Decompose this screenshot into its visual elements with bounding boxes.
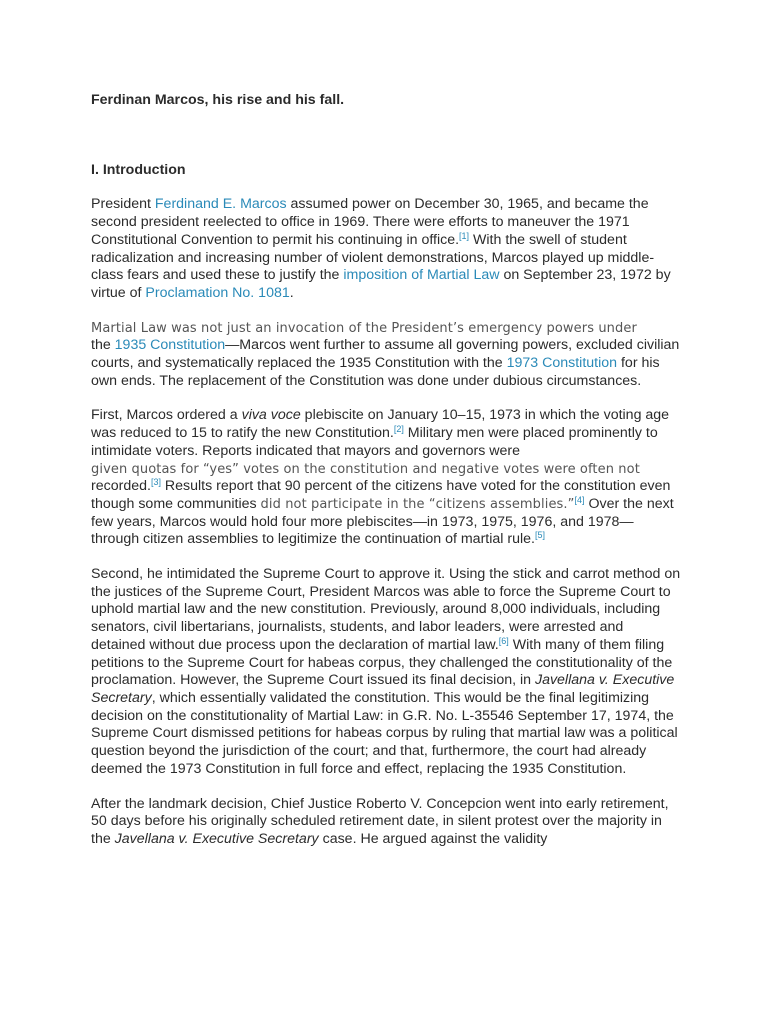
text: did not participate in the “citizens assemblies.” (260, 496, 575, 512)
footnote-5[interactable]: [5] (534, 530, 545, 541)
text: With the swell of student radicalization and increasing number of violent demonstrations, Marcos played up middle-class fears and used these to justify the (91, 231, 655, 284)
link-1973-constitution[interactable]: 1973 Constitution (506, 355, 618, 372)
footnote-1[interactable]: [1] (459, 230, 470, 241)
text: . (289, 284, 294, 301)
text: Military men were placed prominently to intimidate voters. Reports indicated that mayors and governors were (91, 425, 658, 459)
paragraph-1 (91, 196, 681, 302)
text: With many of them filing petitions to the Supreme Court for habeas corpus, they challenged the constitutionality of the proclamation. However, the Supreme Court issued its final decision, in (91, 636, 673, 689)
text: assumed power on December 30, 1965, and became the second president reelected to office in 1969. There were efforts to maneuver the 1971 Constitutional Convention to permit his continuing in office. (91, 196, 649, 248)
text: First, Marcos ordered a (91, 407, 242, 424)
footnote-3[interactable]: [3] (150, 477, 161, 488)
paragraph-2 (91, 320, 681, 391)
paragraph-5 (91, 796, 681, 849)
footnote-2[interactable]: [2] (393, 424, 404, 435)
text: President (91, 196, 155, 213)
emphasis-case-name: Javellana v. Executive Secretary (91, 672, 675, 706)
emphasis-viva-voce: viva voce (241, 407, 301, 424)
link-1935-constitution[interactable]: 1935 Constitution (114, 337, 226, 354)
footnote-6[interactable]: [6] (498, 635, 509, 646)
text: , which essentially validated the constitution. This would be the final legitimizing decision on the constitutionality of Martial Law: in G.R. No. L-35546 September 17, 1974, the Supreme Court dismissed petitions for habeas corpus by ruling that martial law was a political question beyond the jurisdiction of the court; and that, furthermore, the court had already deemed the 1973 Constitution in full force and effect, replacing the 1935 Constitution. (91, 689, 678, 777)
text: the (91, 337, 115, 354)
text: Over the next few years, Marcos would hold four more plebiscites—in 1973, 1975, 1976, and 1978—through citizen assemblies to legitimize the continuation of martial rule. (91, 495, 674, 548)
text: on September 23, 1972 by virtue of (91, 267, 671, 301)
document-title: Ferdinan Marcos, his rise and his fall. (91, 92, 345, 108)
text: Results report that 90 percent of the citizens have voted for the constitution even though some communities (91, 478, 671, 512)
text: plebiscite on January 10–15, 1973 in which the voting age was reduced to 15 to ratify the new Constitution. (91, 407, 670, 442)
text: Second, he intimidated the Supreme Court to approve it. Using the stick and carrot method on the justices of the Supreme Court, President Marcos was able to force the Supreme Court to uphold martial law and the new constitution. Previously, around 8,000 individuals, including senators, civil libertarians, journalists, students, and labor leaders, were arrested and detained without due process upon the declaration of martial law. (91, 566, 681, 653)
link-imposition-of-martial-law[interactable]: imposition of Martial Law (343, 267, 500, 284)
text: recorded. (91, 478, 151, 495)
link-proclamation-1081[interactable]: Proclamation No. 1081 (145, 284, 290, 301)
paragraph-4 (91, 566, 681, 778)
text: Martial Law was not just an invocation of the President’s emergency powers under (91, 320, 637, 336)
link-ferdinand-marcos[interactable]: Ferdinand E. Marcos (154, 196, 287, 213)
text: given quotas for “yes” votes on the constitution and negative votes were often not (91, 461, 640, 477)
text: After the landmark decision, Chief Justice Roberto V. Concepcion went into early retirement, 50 days before his originally scheduled retirement date, in silent protest over the majority in the (91, 795, 669, 847)
section-heading-introduction: I. Introduction (91, 161, 186, 178)
text: for his own ends. The replacement of the Constitution was done under dubious circumstances. (91, 355, 660, 389)
document-body (91, 92, 681, 866)
text: case. He argued against the validity (318, 830, 548, 847)
paragraph-3 (91, 407, 681, 549)
text: —Marcos went further to assume all governing powers, excluded civilian courts, and systematically replaced the 1935 Constitution with the (91, 337, 680, 372)
emphasis-case-name: Javellana v. Executive Secretary (114, 830, 319, 847)
footnote-4[interactable]: [4] (574, 494, 585, 505)
